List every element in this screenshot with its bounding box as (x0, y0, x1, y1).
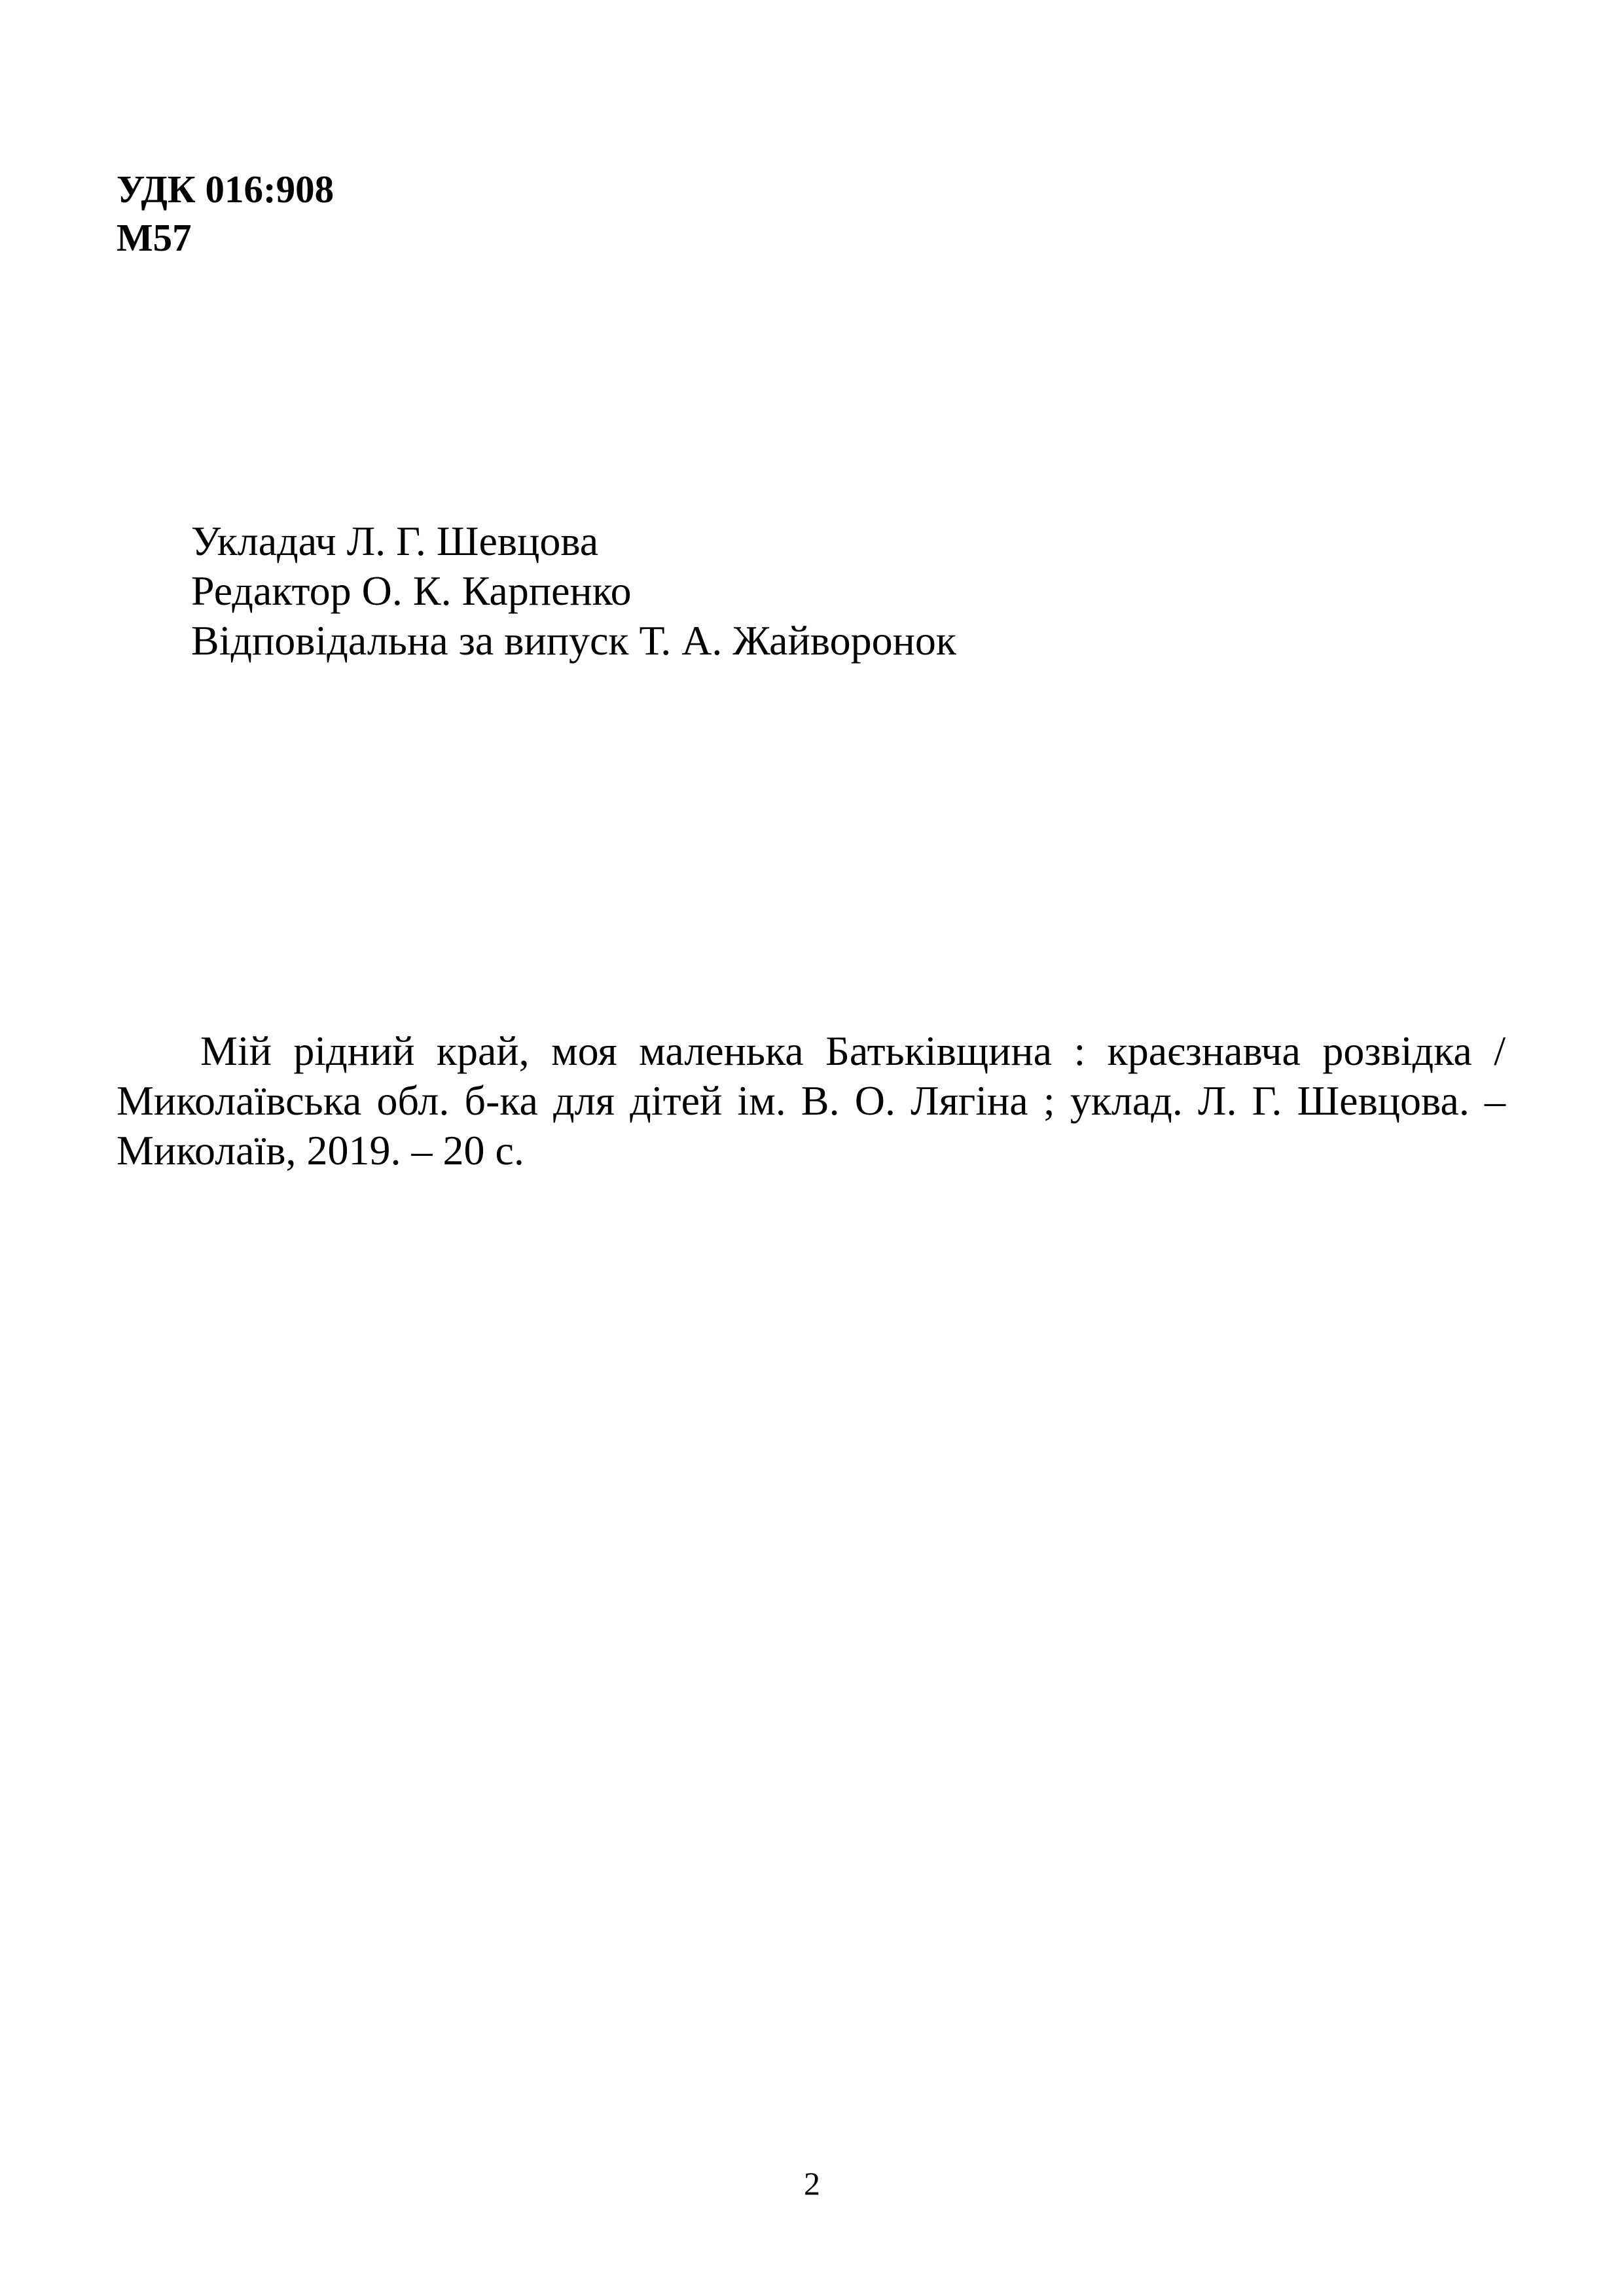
description-line: Мій рідний край, моя маленька Батьківщина : краєзнавча розвідка / (200, 1028, 1506, 1074)
page-number: 2 (804, 2165, 820, 2202)
editor-line: Редактор О. К. Карпенко (191, 567, 632, 614)
description-line: Миколаївська обл. б-ка для дітей ім. В. О. Лягіна ; уклад. Л. Г. Шевцова. – (117, 1077, 1506, 1124)
description-line: Миколаїв, 2019. – 20 с. (117, 1127, 524, 1174)
udk-index: УДК 016:908 (117, 168, 334, 211)
responsible-line: Відповідальна за випуск Т. А. Жайворонок (191, 617, 956, 664)
compiler-line: Укладач Л. Г. Шевцова (191, 518, 599, 564)
author-mark: М57 (117, 216, 192, 259)
credits-block (191, 516, 956, 666)
bibliographic-description (117, 1026, 1506, 1175)
classification-block (117, 165, 334, 262)
